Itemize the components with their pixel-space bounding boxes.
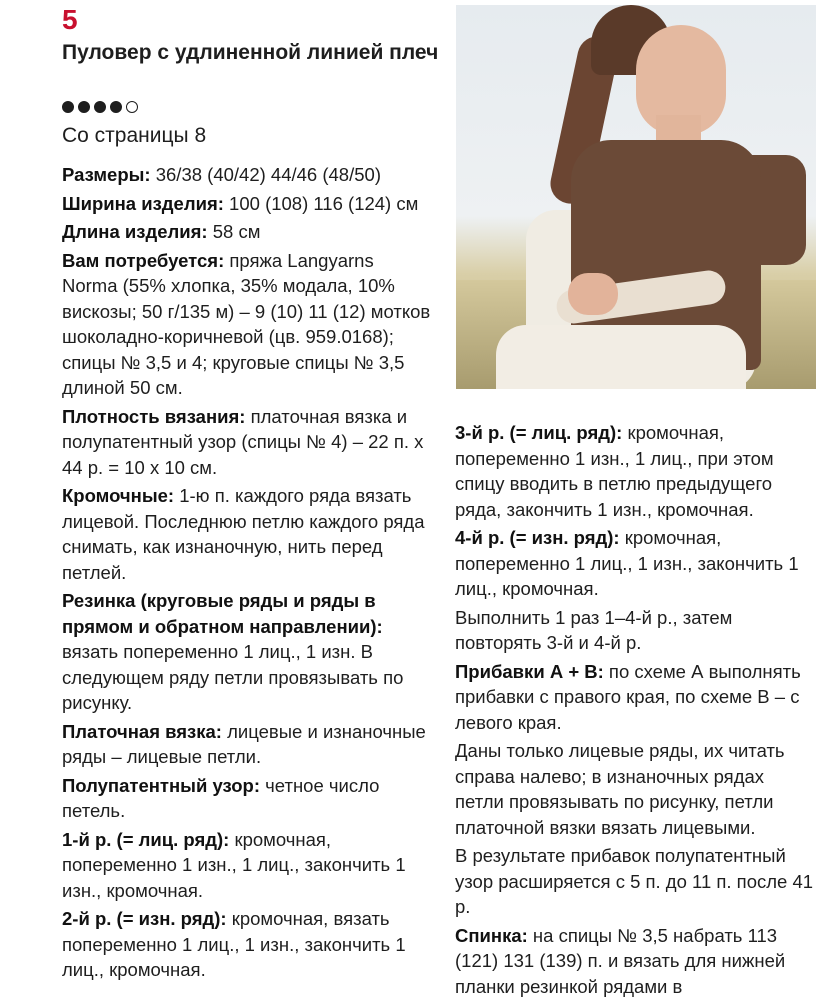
difficulty-dot-empty — [126, 101, 138, 113]
paragraph — [455, 420, 815, 522]
paragraph-text: Даны только лицевые ряды, их читать справа налево; в изнаночных рядах петли провязывать по рисунку, петли платочной вязки вязать лицевыми. — [455, 740, 785, 838]
paragraph-label: Резинка (круговые ряды и ряды в прямом и обратном направлении): — [62, 590, 383, 637]
paragraph-text: платочная вязка и полупатентный узор (спицы № 4) – 22 п. х 44 р. = 10 х 10 см. — [62, 405, 424, 478]
paragraph-label: Ширина изделия: — [62, 192, 224, 214]
difficulty-dot-filled — [78, 101, 90, 113]
paragraph — [62, 404, 434, 481]
paragraph — [455, 525, 815, 602]
paragraph-label: Платочная вязка: — [62, 720, 222, 742]
photo-hand — [568, 273, 618, 315]
paragraph — [62, 906, 434, 983]
paragraph-label: Длина изделия: — [62, 221, 208, 242]
paragraph — [62, 248, 434, 401]
paragraph-text: 100 (108) 116 (124) см — [223, 192, 419, 214]
paragraph — [62, 719, 434, 770]
paragraph — [455, 605, 815, 656]
difficulty-dot-filled — [94, 101, 106, 113]
instructions-left-column — [62, 162, 434, 986]
paragraph — [62, 162, 434, 188]
paragraph-label: Размеры: — [62, 164, 151, 185]
paragraph — [455, 923, 815, 1000]
paragraph-label: Прибавки А + В: — [455, 660, 604, 682]
paragraph — [62, 773, 434, 824]
paragraph — [455, 843, 815, 920]
paragraph-text: В результате прибавок полупатентный узор расширяется с 5 п. до 11 п. после 41 р. — [455, 845, 814, 917]
paragraph-label: Плотность вязания: — [62, 405, 246, 427]
paragraph-text: четное число петель. — [62, 774, 380, 821]
paragraph — [455, 659, 815, 736]
pattern-number: 5 — [62, 4, 78, 35]
photo-skirt — [496, 325, 746, 389]
paragraph — [455, 738, 815, 840]
paragraph-label: Вам потребуется: — [62, 249, 225, 271]
paragraph-label: Спинка: — [455, 924, 528, 946]
paragraph — [62, 588, 434, 716]
paragraph-text: вязать попеременно 1 лиц., 1 изн. В следующем ряду петли провязывать по рисунку. — [62, 641, 404, 713]
paragraph-label: 2-й р. (= изн. ряд): — [62, 908, 227, 929]
instructions-right-column — [455, 420, 815, 1002]
difficulty-rating — [62, 101, 138, 113]
paragraph-text: 1-ю п. каждого ряда вязать лицевой. Последнюю петлю каждого ряда снимать, как изнаночную, нить перед петлей. — [62, 485, 425, 583]
paragraph-label: 1-й р. (= лиц. ряд): — [62, 828, 230, 850]
model-photo — [456, 5, 816, 389]
source-page: Со страницы 8 — [62, 124, 207, 147]
paragraph-label: 4-й р. (= изн. ряд): — [455, 527, 620, 548]
paragraph-text: кромочная, попеременно 1 лиц., 1 изн., закончить 1 лиц., кромочная. — [455, 527, 799, 599]
paragraph — [62, 827, 434, 904]
paragraph-text: 36/38 (40/42) 44/46 (48/50) — [150, 164, 381, 185]
paragraph-text: Выполнить 1 раз 1–4-й р., затем повторять 3-й и 4-й р. — [455, 606, 733, 653]
paragraph-text: кромочная, попеременно 1 изн., 1 лиц., при этом спицу вводить в петлю предыдущего ряда, закончить 1 изн., кромочная. — [455, 422, 774, 520]
paragraph-text: кромочная, вязать попеременно 1 лиц., 1 изн., закончить 1 лиц., кромочная. — [62, 908, 406, 980]
difficulty-dot-filled — [110, 101, 122, 113]
paragraph-text: пряжа Langyarns Norma (55% хлопка, 35% модала, 10% вискозы; 50 г/135 м) – 9 (10) 11 (12) мотков шоколадно-коричневой (цв. 959.0168); спицы № 3,5 и 4; круговые спицы № 3,5 длиной 50 см. — [62, 249, 431, 398]
difficulty-dot-filled — [62, 101, 74, 113]
paragraph-text: кромочная, попеременно 1 изн., 1 лиц., закончить 1 изн., кромочная. — [62, 828, 406, 901]
paragraph-text: лицевые и изнаночные ряды – лицевые петли. — [62, 720, 426, 767]
paragraph-label: Полупатентный узор: — [62, 774, 261, 796]
paragraph-label: 3-й р. (= лиц. ряд): — [455, 422, 623, 443]
paragraph-text: на спицы № 3,5 набрать 113 (121) 131 (139) п. и вязать для нижней планки резинкой рядами в — [455, 924, 786, 997]
paragraph — [62, 191, 434, 217]
paragraph-label: Кромочные: — [62, 485, 175, 506]
pattern-title: Пуловер с удлиненной линией плеч — [62, 41, 439, 64]
paragraph — [62, 483, 434, 585]
paragraph-text: 58 см — [207, 221, 261, 242]
paragraph-text: по схеме А выполнять прибавки с правого края, по схеме В – с левого края. — [455, 660, 801, 733]
paragraph — [62, 219, 434, 245]
